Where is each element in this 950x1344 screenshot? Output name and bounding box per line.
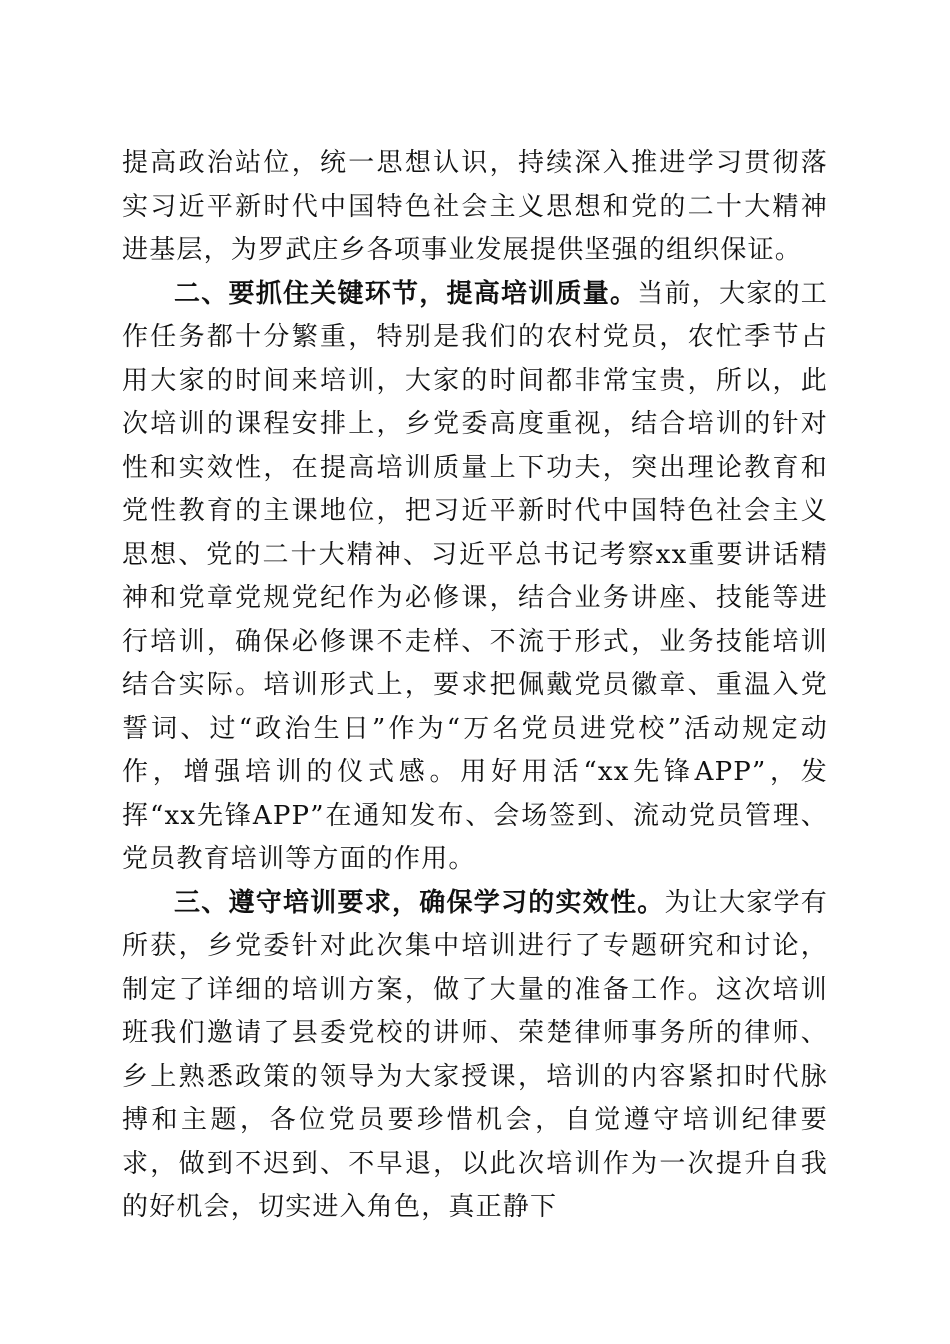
paragraph-section-three xyxy=(122,882,828,1230)
section-three-heading: 三、遵守培训要求，确保学习的实效性。 xyxy=(174,887,665,918)
paragraph-continuation: 提高政治站位，统一思想认识，持续深入推进学习贯彻落实习近平新时代中国特色社会主义思想和党的二十大精神进基层，为罗武庄乡各项事业发展提供坚强的组织保证。 xyxy=(122,148,828,265)
section-two-heading: 二、要抓住关键环节，提高培训质量。 xyxy=(174,278,638,309)
section-two-body: 当前，大家的工作任务都十分繁重，特别是我们的农村党员，农忙季节占用大家的时间来培训，大家的时间都非常宝贵，所以，此次培训的课程安排上，乡党委高度重视，结合培训的针对性和实效性，在提高培训质量上下功夫，突出理论教育和党性教育的主课地位，把习近平新时代中国特色社会主义思想、党的二十大精神、习近平总书记考察xx重要讲话精神和党章党规党纪作为必修课，结合业务讲座、技能等进行培训，确保必修课不走样、不流于形式，业务技能培训结合实际。培训形式上，要求把佩戴党员徽章、重温入党誓词、过“政治生日”作为“万名党员进党校”活动规定动作，增强培训的仪式感。用好用活“xx先锋APP”，发挥“xx先锋APP”在通知发布、会场签到、流动党员管理、党员教育培训等方面的作用。 xyxy=(122,278,828,874)
section-three-body: 为让大家学有所获，乡党委针对此次集中培训进行了专题研究和讨论，制定了详细的培训方案，做了大量的准备工作。这次培训班我们邀请了县委党校的讲师、荣楚律师事务所的律师、乡上熟悉政策的领导为大家授课，培训的内容紧扣时代脉搏和主题，各位党员要珍惜机会，自觉遵守培训纪律要求，做到不迟到、不早退，以此次培训作为一次提升自我的好机会，切实进入角色，真正静下 xyxy=(122,887,828,1222)
paragraph-section-two xyxy=(122,273,828,882)
document-body xyxy=(122,142,828,1230)
